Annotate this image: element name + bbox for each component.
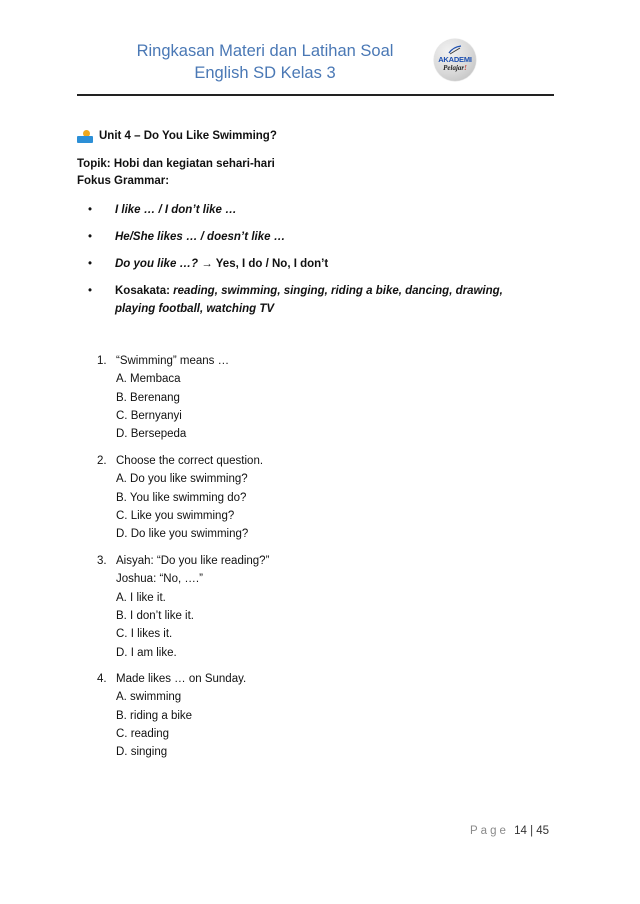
option-a: A. I like it. (116, 591, 166, 604)
option-c: C. Bernyanyi (116, 409, 182, 422)
option-d: D. I am like. (116, 646, 177, 659)
question-stem-line2: Joshua: “No, ….” (116, 573, 203, 586)
swimmer-emoji-icon (77, 130, 93, 143)
question-number: 3. (97, 555, 107, 567)
question-stem: Aisyah: “Do you like reading?” (116, 555, 270, 567)
option-d: D. Bersepeda (116, 428, 187, 441)
page-label: Page (470, 825, 509, 837)
question-stem: Made likes … on Sunday. (116, 673, 247, 685)
option-b: B. You like swimming do? (116, 491, 247, 504)
unit-section (77, 126, 547, 759)
focus-grammar-label: Fokus Grammar: (77, 175, 170, 187)
grammar-bullet: • Do you like …? → Yes, I do / No, I don’t (88, 255, 328, 273)
page-separator: | (530, 825, 534, 837)
page-footer (470, 825, 549, 837)
logo-word-akademi: AKADEMI (438, 55, 472, 64)
option-a: A. Membaca (116, 373, 181, 386)
question-number: 1. (97, 355, 107, 367)
unit-title-text: Unit 4 – Do You Like Swimming? (99, 130, 277, 142)
option-c: C. Like you swimming? (116, 509, 235, 522)
akademi-pelajar-logo (434, 39, 476, 81)
option-d: D. Do like you swimming? (116, 528, 249, 541)
current-page-number: 14 (514, 825, 527, 837)
pen-icon (447, 45, 463, 55)
header-title-line2: English SD Kelas 3 (194, 64, 336, 82)
question-stem: “Swimming” means … (116, 355, 230, 367)
option-b: B. Berenang (116, 391, 180, 404)
total-pages: 45 (536, 825, 550, 837)
topic-line: Topik: Hobi dan kegiatan sehari-hari (77, 158, 275, 170)
question-number: 2. (97, 455, 107, 467)
question-stem: Choose the correct question. (116, 455, 264, 467)
header-title-line1: Ringkasan Materi dan Latihan Soal (136, 42, 394, 60)
grammar-bullet: • I like … / I don’t like … (88, 201, 237, 219)
option-a: A. swimming (116, 691, 182, 704)
option-b: B. riding a bike (116, 709, 193, 722)
unit-title (77, 126, 547, 146)
header-divider (77, 94, 554, 96)
option-a: A. Do you like swimming? (116, 473, 248, 486)
logo-word-pelajar: Pelajar! (443, 64, 467, 72)
option-c: C. I likes it. (116, 628, 173, 641)
question-number: 4. (97, 673, 107, 685)
grammar-bullet: • He/She likes … / doesn’t like … (88, 228, 285, 246)
option-b: B. I don’t like it. (116, 609, 194, 622)
option-d: D. singing (116, 746, 168, 759)
option-c: C. reading (116, 727, 170, 740)
vocabulary-bullet: • Kosakata: reading, swimming, singing, riding a bike, dancing, drawing, playing football, watching TV (88, 282, 545, 318)
